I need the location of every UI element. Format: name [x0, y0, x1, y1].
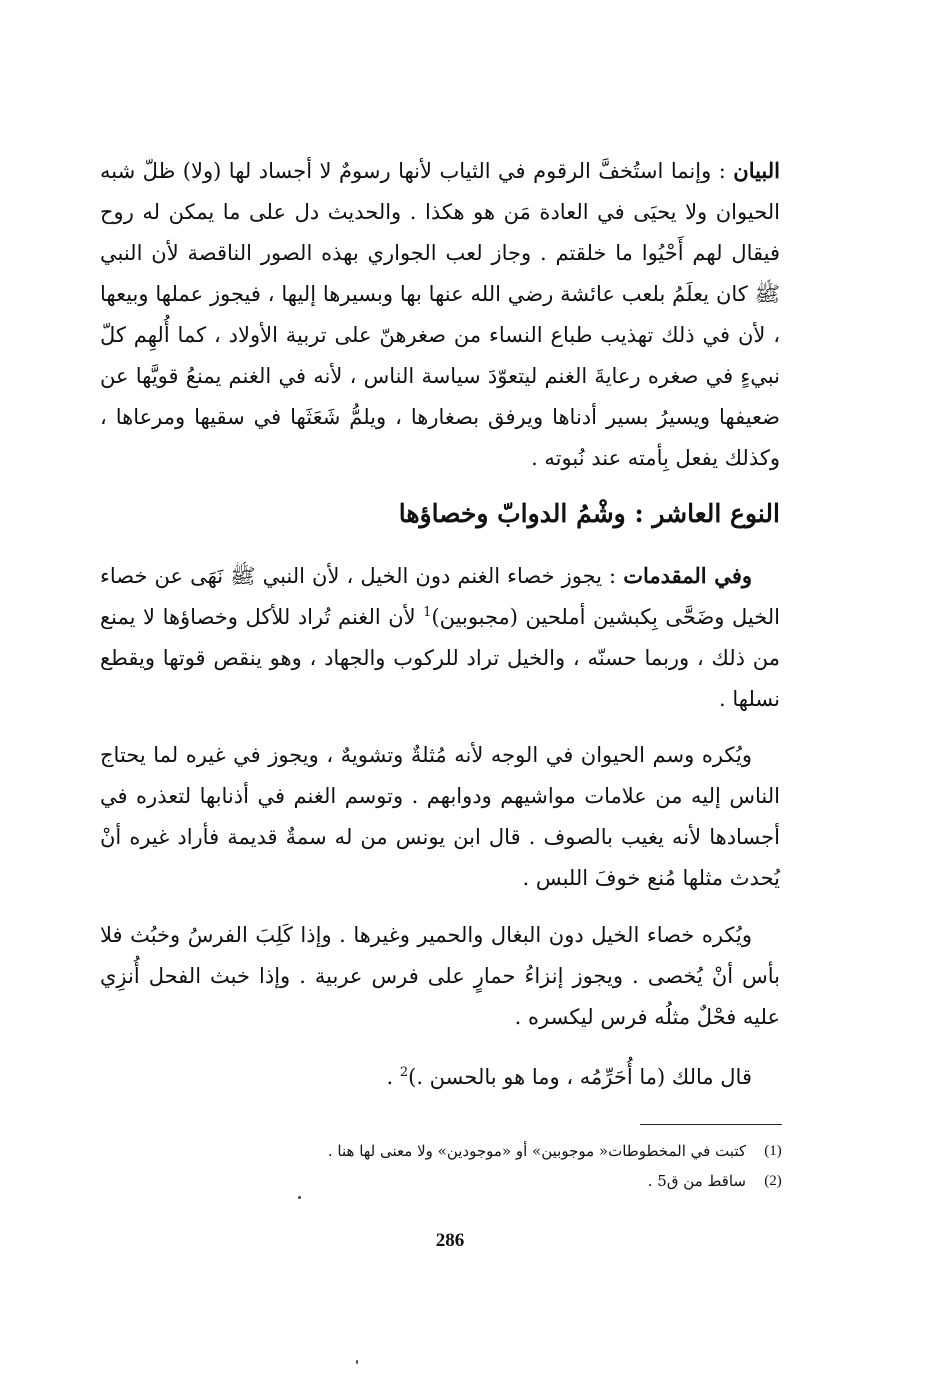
- paragraph-2-text-a: : يجوز خصاء الغنم دون الخيل ، لأن النبي ﷺ نَهَى عن خصاء الخيل وضَحَّى بِكبشين أملحين (مجبوبين): [100, 564, 780, 629]
- footnote-1-text: كتبت في المخطوطات« موجوبين» أو «موجودين» ولا معنى لها هنا .: [327, 1142, 746, 1160]
- paragraph-5-text: قال مالك (ما أُحَرِّمُه ، وما هو بالحسن .): [408, 1065, 752, 1089]
- footnote-ref-1: 1: [423, 605, 432, 620]
- paragraph-5: [100, 1057, 780, 1098]
- paragraph-1-text: : وإنما استُخفَّ الرقوم في الثياب لأنها رسومٌ لا أجساد لها (ولا) ظلّ شبه الحيوان ولا يحيَى في العادة مَن هو هكذا . والحديث دل على ما يمكن له روح فيقال لهم أَحْيُوا ما خلقتم . وجاز لعب الجواري بهذه الصور الناقصة لأن النبي ﷺ كان يعلَمُ بلعب عائشة رضي الله عنها بها وبسيرها إليها ، فيجوز عملها وبيعها ، لأن في ذلك تهذيب طباع النساء من صغرهنّ على تربية الأولاد ، كما أُلهِم كلّ نبيءٍ في صغره رعايةَ الغنم ليتعوّدَ سياسة الناس ، لأنه في الغنم يمنعُ قويَّها عن ضعيفها ويسيرُ بسير أدناها ويرفق بصغارها ، ويلمُّ شَعَثَها في سقيها ومرعاها ، وكذلك يفعل بِأمته عند نُبوته .: [100, 159, 780, 470]
- footnote-ref-2: 2: [399, 1065, 409, 1080]
- page-number: 286: [435, 1230, 465, 1251]
- paragraph-2-lead: وفي المقدمات: [623, 563, 752, 588]
- footnotes: [260, 1136, 784, 1196]
- scan-speck: [298, 1196, 301, 1199]
- footnote-2: [260, 1166, 784, 1196]
- section-heading: النوع العاشر : وشْمُ الدوابّ وخصاؤها: [398, 499, 780, 528]
- paragraph-5-end: .: [386, 1065, 400, 1089]
- paragraph-1: [100, 150, 780, 479]
- footnote-1-number: (1): [764, 1143, 782, 1159]
- paragraph-3: ويُكره وسم الحيوان في الوجه لأنه مُثلةٌ وتشويهٌ ، ويجوز في غيره لما يحتاج الناس إليه من علامات مواشيهم ودوابهم . وتوسم الغنم في أذنابها لتعذره في أجسادها لأنه يغيب بالصوف . قال ابن يونس من له سمةٌ قديمة فأراد غيره أنْ يُحدث مثلها مُنع خوفَ اللبس .: [100, 743, 780, 890]
- scan-speck: [356, 1360, 358, 1364]
- paragraph-2-text-b: لأن الغنم تُراد للأكل وخصاؤها لا يمنع من ذلك ، وربما حسنّه ، والخيل تراد للركوب والجهاد ، وهو ينقص قوتها ويقطع نسلها .: [100, 605, 780, 711]
- footnote-2-text: ساقط من ق5 .: [647, 1172, 746, 1190]
- paragraph-4: ويُكره خصاء الخيل دون البغال والحمير وغيرها . وإذا كَلِبَ الفرسُ وخبُث فلا بأس أنْ يُخصى . ويجوز إنزاءُ حمارٍ على فرس عربية . وإذا خبث الفحل أُنزِي عليه فحْلٌ مثلُه فرس ليكسره .: [100, 923, 780, 1029]
- footnote-1: [260, 1136, 784, 1166]
- footnote-2-number: (2): [764, 1173, 782, 1189]
- paragraph-2: [100, 555, 780, 720]
- paragraph-1-lead: البيان: [733, 158, 780, 183]
- footnote-divider: [640, 1124, 782, 1125]
